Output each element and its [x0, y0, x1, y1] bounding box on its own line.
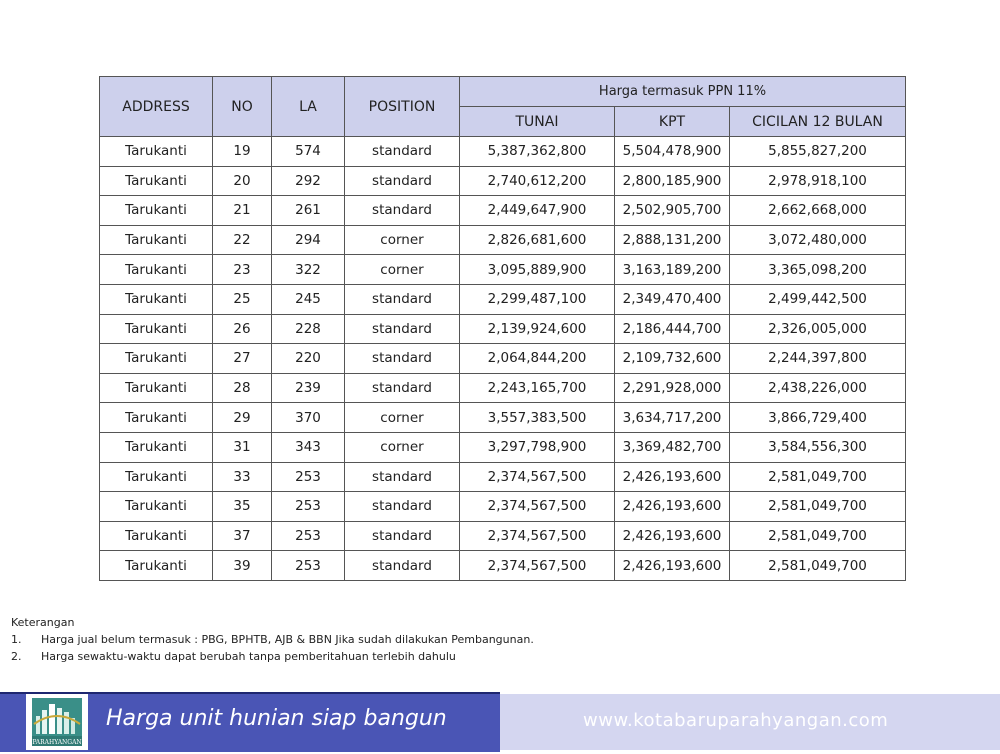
cell-address: Tarukanti [100, 284, 213, 314]
cell-tunai: 2,064,844,200 [460, 344, 615, 374]
cell-no: 33 [213, 462, 272, 492]
cell-address: Tarukanti [100, 344, 213, 374]
cell-kpt: 2,109,732,600 [615, 344, 730, 374]
cell-position: standard [345, 344, 460, 374]
cell-la: 261 [272, 196, 345, 226]
cell-kpt: 3,163,189,200 [615, 255, 730, 285]
cell-kpt: 2,426,193,600 [615, 492, 730, 522]
cell-kpt: 5,504,478,900 [615, 137, 730, 167]
cell-position: standard [345, 492, 460, 522]
cell-no: 25 [213, 284, 272, 314]
cell-kpt: 3,634,717,200 [615, 403, 730, 433]
cell-address: Tarukanti [100, 521, 213, 551]
cell-position: standard [345, 166, 460, 196]
cell-position: standard [345, 314, 460, 344]
cell-la: 253 [272, 521, 345, 551]
table-row [100, 137, 906, 167]
parahyangan-logo [26, 694, 88, 750]
cell-tunai: 2,374,567,500 [460, 521, 615, 551]
cell-no: 23 [213, 255, 272, 285]
cell-tunai: 3,095,889,900 [460, 255, 615, 285]
footer-banner [0, 692, 1000, 750]
price-table [99, 76, 906, 581]
cell-cicilan: 2,438,226,000 [730, 373, 906, 403]
cell-cicilan: 2,244,397,800 [730, 344, 906, 374]
cell-no: 19 [213, 137, 272, 167]
cell-position: standard [345, 521, 460, 551]
cell-position: corner [345, 403, 460, 433]
cell-address: Tarukanti [100, 432, 213, 462]
cell-position: standard [345, 137, 460, 167]
cell-cicilan: 2,326,005,000 [730, 314, 906, 344]
cell-position: standard [345, 373, 460, 403]
cell-no: 22 [213, 225, 272, 255]
cell-kpt: 2,349,470,400 [615, 284, 730, 314]
cell-address: Tarukanti [100, 166, 213, 196]
cell-no: 20 [213, 166, 272, 196]
cell-address: Tarukanti [100, 373, 213, 403]
cell-cicilan: 2,499,442,500 [730, 284, 906, 314]
cell-address: Tarukanti [100, 403, 213, 433]
notes-title: Keterangan [11, 616, 75, 629]
cell-tunai: 2,826,681,600 [460, 225, 615, 255]
cell-no: 37 [213, 521, 272, 551]
header-no: NO [213, 77, 272, 137]
cell-cicilan: 2,581,049,700 [730, 521, 906, 551]
cell-cicilan: 2,978,918,100 [730, 166, 906, 196]
table-row [100, 432, 906, 462]
cell-position: corner [345, 225, 460, 255]
note-item [11, 648, 534, 665]
cell-kpt: 2,291,928,000 [615, 373, 730, 403]
cell-no: 27 [213, 344, 272, 374]
cell-cicilan: 3,866,729,400 [730, 403, 906, 433]
table-row [100, 225, 906, 255]
table-row [100, 462, 906, 492]
cell-position: standard [345, 551, 460, 581]
cell-kpt: 2,502,905,700 [615, 196, 730, 226]
cell-address: Tarukanti [100, 492, 213, 522]
cell-la: 239 [272, 373, 345, 403]
table-row [100, 166, 906, 196]
cell-la: 370 [272, 403, 345, 433]
table-row [100, 255, 906, 285]
cell-cicilan: 2,581,049,700 [730, 492, 906, 522]
cell-cicilan: 3,584,556,300 [730, 432, 906, 462]
cell-cicilan: 5,855,827,200 [730, 137, 906, 167]
table-row [100, 521, 906, 551]
footer-title: Harga unit hunian siap bangun [106, 706, 447, 731]
cell-la: 343 [272, 432, 345, 462]
cell-la: 228 [272, 314, 345, 344]
cell-la: 322 [272, 255, 345, 285]
cell-la: 220 [272, 344, 345, 374]
cell-kpt: 2,888,131,200 [615, 225, 730, 255]
header-address: ADDRESS [100, 77, 213, 137]
logo-text: PARAHYANGAN [32, 739, 82, 746]
cell-cicilan: 2,581,049,700 [730, 462, 906, 492]
cell-address: Tarukanti [100, 225, 213, 255]
cell-address: Tarukanti [100, 196, 213, 226]
table-row [100, 373, 906, 403]
cell-position: corner [345, 255, 460, 285]
table-row [100, 551, 906, 581]
header-kpt: KPT [615, 107, 730, 137]
header-la: LA [272, 77, 345, 137]
cell-no: 28 [213, 373, 272, 403]
cell-kpt: 3,369,482,700 [615, 432, 730, 462]
note-text: Harga sewaktu-waktu dapat berubah tanpa pemberitahuan terlebih dahulu [41, 650, 456, 663]
cell-tunai: 2,449,647,900 [460, 196, 615, 226]
cell-la: 253 [272, 492, 345, 522]
cell-no: 29 [213, 403, 272, 433]
cell-kpt: 2,426,193,600 [615, 551, 730, 581]
table-row [100, 196, 906, 226]
cell-la: 574 [272, 137, 345, 167]
cell-la: 253 [272, 462, 345, 492]
cell-no: 21 [213, 196, 272, 226]
footer-website-link[interactable]: www.kotabaruparahyangan.com [583, 710, 889, 731]
cell-kpt: 2,800,185,900 [615, 166, 730, 196]
cell-la: 253 [272, 551, 345, 581]
cell-no: 26 [213, 314, 272, 344]
cell-cicilan: 3,072,480,000 [730, 225, 906, 255]
notes [11, 614, 534, 665]
note-text: Harga jual belum termasuk : PBG, BPHTB, AJB & BBN Jika sudah dilakukan Pembangunan. [41, 633, 534, 646]
cell-la: 294 [272, 225, 345, 255]
cell-tunai: 2,374,567,500 [460, 462, 615, 492]
table-row [100, 403, 906, 433]
cell-tunai: 2,243,165,700 [460, 373, 615, 403]
cell-address: Tarukanti [100, 314, 213, 344]
cell-tunai: 3,557,383,500 [460, 403, 615, 433]
cell-no: 39 [213, 551, 272, 581]
header-position: POSITION [345, 77, 460, 137]
cell-kpt: 2,186,444,700 [615, 314, 730, 344]
table-row [100, 284, 906, 314]
cell-cicilan: 2,662,668,000 [730, 196, 906, 226]
cell-tunai: 2,139,924,600 [460, 314, 615, 344]
cell-kpt: 2,426,193,600 [615, 462, 730, 492]
cell-kpt: 2,426,193,600 [615, 521, 730, 551]
cell-address: Tarukanti [100, 551, 213, 581]
note-item [11, 631, 534, 648]
header-price-group: Harga termasuk PPN 11% [460, 77, 906, 107]
cell-la: 292 [272, 166, 345, 196]
cell-no: 31 [213, 432, 272, 462]
table-body [100, 137, 906, 581]
cell-tunai: 2,740,612,200 [460, 166, 615, 196]
cell-position: standard [345, 196, 460, 226]
header-cicilan: CICILAN 12 BULAN [730, 107, 906, 137]
cell-cicilan: 2,581,049,700 [730, 551, 906, 581]
cell-address: Tarukanti [100, 137, 213, 167]
note-number: 2. [11, 650, 22, 663]
cell-address: Tarukanti [100, 462, 213, 492]
cell-tunai: 2,374,567,500 [460, 551, 615, 581]
note-number: 1. [11, 633, 22, 646]
cell-cicilan: 3,365,098,200 [730, 255, 906, 285]
cell-position: standard [345, 462, 460, 492]
cell-no: 35 [213, 492, 272, 522]
table-row [100, 492, 906, 522]
table-row [100, 314, 906, 344]
cell-address: Tarukanti [100, 255, 213, 285]
cell-tunai: 3,297,798,900 [460, 432, 615, 462]
cell-tunai: 5,387,362,800 [460, 137, 615, 167]
cell-la: 245 [272, 284, 345, 314]
cell-tunai: 2,374,567,500 [460, 492, 615, 522]
cell-tunai: 2,299,487,100 [460, 284, 615, 314]
header-tunai: TUNAI [460, 107, 615, 137]
table-row [100, 344, 906, 374]
cell-position: corner [345, 432, 460, 462]
table-header [100, 77, 906, 137]
cell-position: standard [345, 284, 460, 314]
